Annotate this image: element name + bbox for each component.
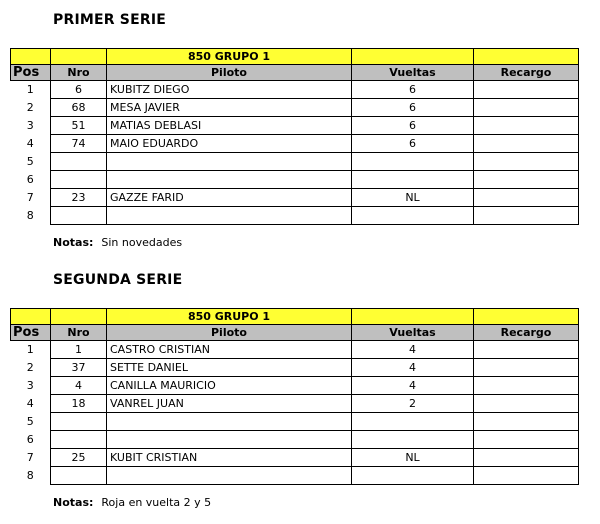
cell-piloto xyxy=(107,467,352,485)
cell-nro: 25 xyxy=(51,449,107,467)
results-table-segunda-serie xyxy=(10,308,579,485)
cell-vueltas xyxy=(352,153,474,171)
cell-nro xyxy=(51,467,107,485)
notes-label: Notas: xyxy=(53,236,94,249)
results-table-primer-serie xyxy=(10,48,579,225)
table-row xyxy=(11,467,579,485)
cell-piloto xyxy=(107,153,352,171)
cell-vueltas xyxy=(352,467,474,485)
table-row xyxy=(11,153,579,171)
cell-vueltas xyxy=(352,207,474,225)
cell-recargo xyxy=(474,117,579,135)
group-cell-recargo xyxy=(474,309,579,325)
group-title: 850 GRUPO 1 xyxy=(107,309,352,325)
table-row xyxy=(11,117,579,135)
table-row xyxy=(11,189,579,207)
section-title-primer-serie: PRIMER SERIE xyxy=(53,12,166,28)
group-cell-vueltas xyxy=(352,309,474,325)
header-recargo: Recargo xyxy=(474,325,579,341)
cell-nro: 51 xyxy=(51,117,107,135)
cell-recargo xyxy=(474,153,579,171)
cell-piloto xyxy=(107,431,352,449)
group-cell-nro xyxy=(51,49,107,65)
cell-pos: 1 xyxy=(11,341,51,359)
group-cell-pos xyxy=(11,49,51,65)
cell-recargo xyxy=(474,359,579,377)
notes-text: Sin novedades xyxy=(101,236,183,249)
cell-recargo xyxy=(474,431,579,449)
cell-pos: 2 xyxy=(11,359,51,377)
cell-pos: 2 xyxy=(11,99,51,117)
group-cell-vueltas xyxy=(352,49,474,65)
cell-vueltas: 4 xyxy=(352,341,474,359)
cell-piloto xyxy=(107,171,352,189)
header-vueltas: Vueltas xyxy=(352,65,474,81)
cell-pos: 8 xyxy=(11,467,51,485)
cell-pos: 4 xyxy=(11,135,51,153)
cell-recargo xyxy=(474,81,579,99)
cell-nro: 1 xyxy=(51,341,107,359)
table-row xyxy=(11,207,579,225)
cell-piloto xyxy=(107,207,352,225)
cell-pos: 7 xyxy=(11,189,51,207)
cell-pos: 5 xyxy=(11,153,51,171)
cell-pos: 6 xyxy=(11,431,51,449)
cell-pos: 6 xyxy=(11,171,51,189)
cell-nro: 74 xyxy=(51,135,107,153)
cell-piloto: CASTRO CRISTIAN xyxy=(107,341,352,359)
table-row xyxy=(11,377,579,395)
header-nro: Nro xyxy=(51,325,107,341)
header-nro: Nro xyxy=(51,65,107,81)
cell-piloto: VANREL JUAN xyxy=(107,395,352,413)
cell-piloto: KUBIT CRISTIAN xyxy=(107,449,352,467)
cell-recargo xyxy=(474,413,579,431)
table-row xyxy=(11,431,579,449)
cell-piloto: CANILLA MAURICIO xyxy=(107,377,352,395)
cell-vueltas: 6 xyxy=(352,81,474,99)
cell-recargo xyxy=(474,99,579,117)
cell-piloto xyxy=(107,413,352,431)
notes-primer-serie xyxy=(53,236,182,249)
table-row xyxy=(11,81,579,99)
cell-vueltas: 6 xyxy=(352,117,474,135)
table-row xyxy=(11,449,579,467)
cell-recargo xyxy=(474,135,579,153)
header-row xyxy=(11,65,579,81)
cell-vueltas: 6 xyxy=(352,135,474,153)
cell-recargo xyxy=(474,467,579,485)
notes-label: Notas: xyxy=(53,496,94,509)
cell-pos: 8 xyxy=(11,207,51,225)
cell-recargo xyxy=(474,395,579,413)
group-row xyxy=(11,49,579,65)
cell-recargo xyxy=(474,449,579,467)
cell-nro xyxy=(51,171,107,189)
cell-piloto: SETTE DANIEL xyxy=(107,359,352,377)
cell-piloto: MAIO EDUARDO xyxy=(107,135,352,153)
cell-piloto: GAZZE FARID xyxy=(107,189,352,207)
header-vueltas: Vueltas xyxy=(352,325,474,341)
cell-vueltas xyxy=(352,431,474,449)
header-piloto: Piloto xyxy=(107,65,352,81)
cell-pos: 5 xyxy=(11,413,51,431)
cell-nro: 37 xyxy=(51,359,107,377)
cell-recargo xyxy=(474,341,579,359)
header-piloto: Piloto xyxy=(107,325,352,341)
header-recargo: Recargo xyxy=(474,65,579,81)
cell-pos: 4 xyxy=(11,395,51,413)
header-pos: Pos xyxy=(11,325,51,341)
table-row xyxy=(11,135,579,153)
cell-pos: 1 xyxy=(11,81,51,99)
cell-vueltas: 4 xyxy=(352,377,474,395)
cell-nro xyxy=(51,207,107,225)
group-cell-recargo xyxy=(474,49,579,65)
cell-recargo xyxy=(474,207,579,225)
cell-piloto: KUBITZ DIEGO xyxy=(107,81,352,99)
group-cell-nro xyxy=(51,309,107,325)
table-row xyxy=(11,359,579,377)
cell-nro: 18 xyxy=(51,395,107,413)
cell-vueltas: NL xyxy=(352,449,474,467)
notes-segunda-serie xyxy=(53,496,211,509)
group-row xyxy=(11,309,579,325)
group-title: 850 GRUPO 1 xyxy=(107,49,352,65)
cell-nro: 6 xyxy=(51,81,107,99)
table-row xyxy=(11,99,579,117)
cell-pos: 3 xyxy=(11,117,51,135)
cell-vueltas: 4 xyxy=(352,359,474,377)
cell-vueltas xyxy=(352,413,474,431)
cell-nro xyxy=(51,431,107,449)
cell-recargo xyxy=(474,171,579,189)
cell-vueltas: NL xyxy=(352,189,474,207)
cell-piloto: MESA JAVIER xyxy=(107,99,352,117)
section-title-segunda-serie: SEGUNDA SERIE xyxy=(53,272,183,288)
cell-nro xyxy=(51,153,107,171)
cell-piloto: MATIAS DEBLASI xyxy=(107,117,352,135)
header-row xyxy=(11,325,579,341)
table-row xyxy=(11,341,579,359)
table-row xyxy=(11,413,579,431)
cell-vueltas: 6 xyxy=(352,99,474,117)
cell-vueltas xyxy=(352,171,474,189)
cell-pos: 7 xyxy=(11,449,51,467)
cell-nro xyxy=(51,413,107,431)
cell-recargo xyxy=(474,377,579,395)
notes-text: Roja en vuelta 2 y 5 xyxy=(101,496,212,509)
group-cell-pos xyxy=(11,309,51,325)
cell-pos: 3 xyxy=(11,377,51,395)
table-row xyxy=(11,171,579,189)
cell-nro: 68 xyxy=(51,99,107,117)
table-row xyxy=(11,395,579,413)
cell-nro: 23 xyxy=(51,189,107,207)
cell-vueltas: 2 xyxy=(352,395,474,413)
cell-nro: 4 xyxy=(51,377,107,395)
cell-recargo xyxy=(474,189,579,207)
header-pos: Pos xyxy=(11,65,51,81)
